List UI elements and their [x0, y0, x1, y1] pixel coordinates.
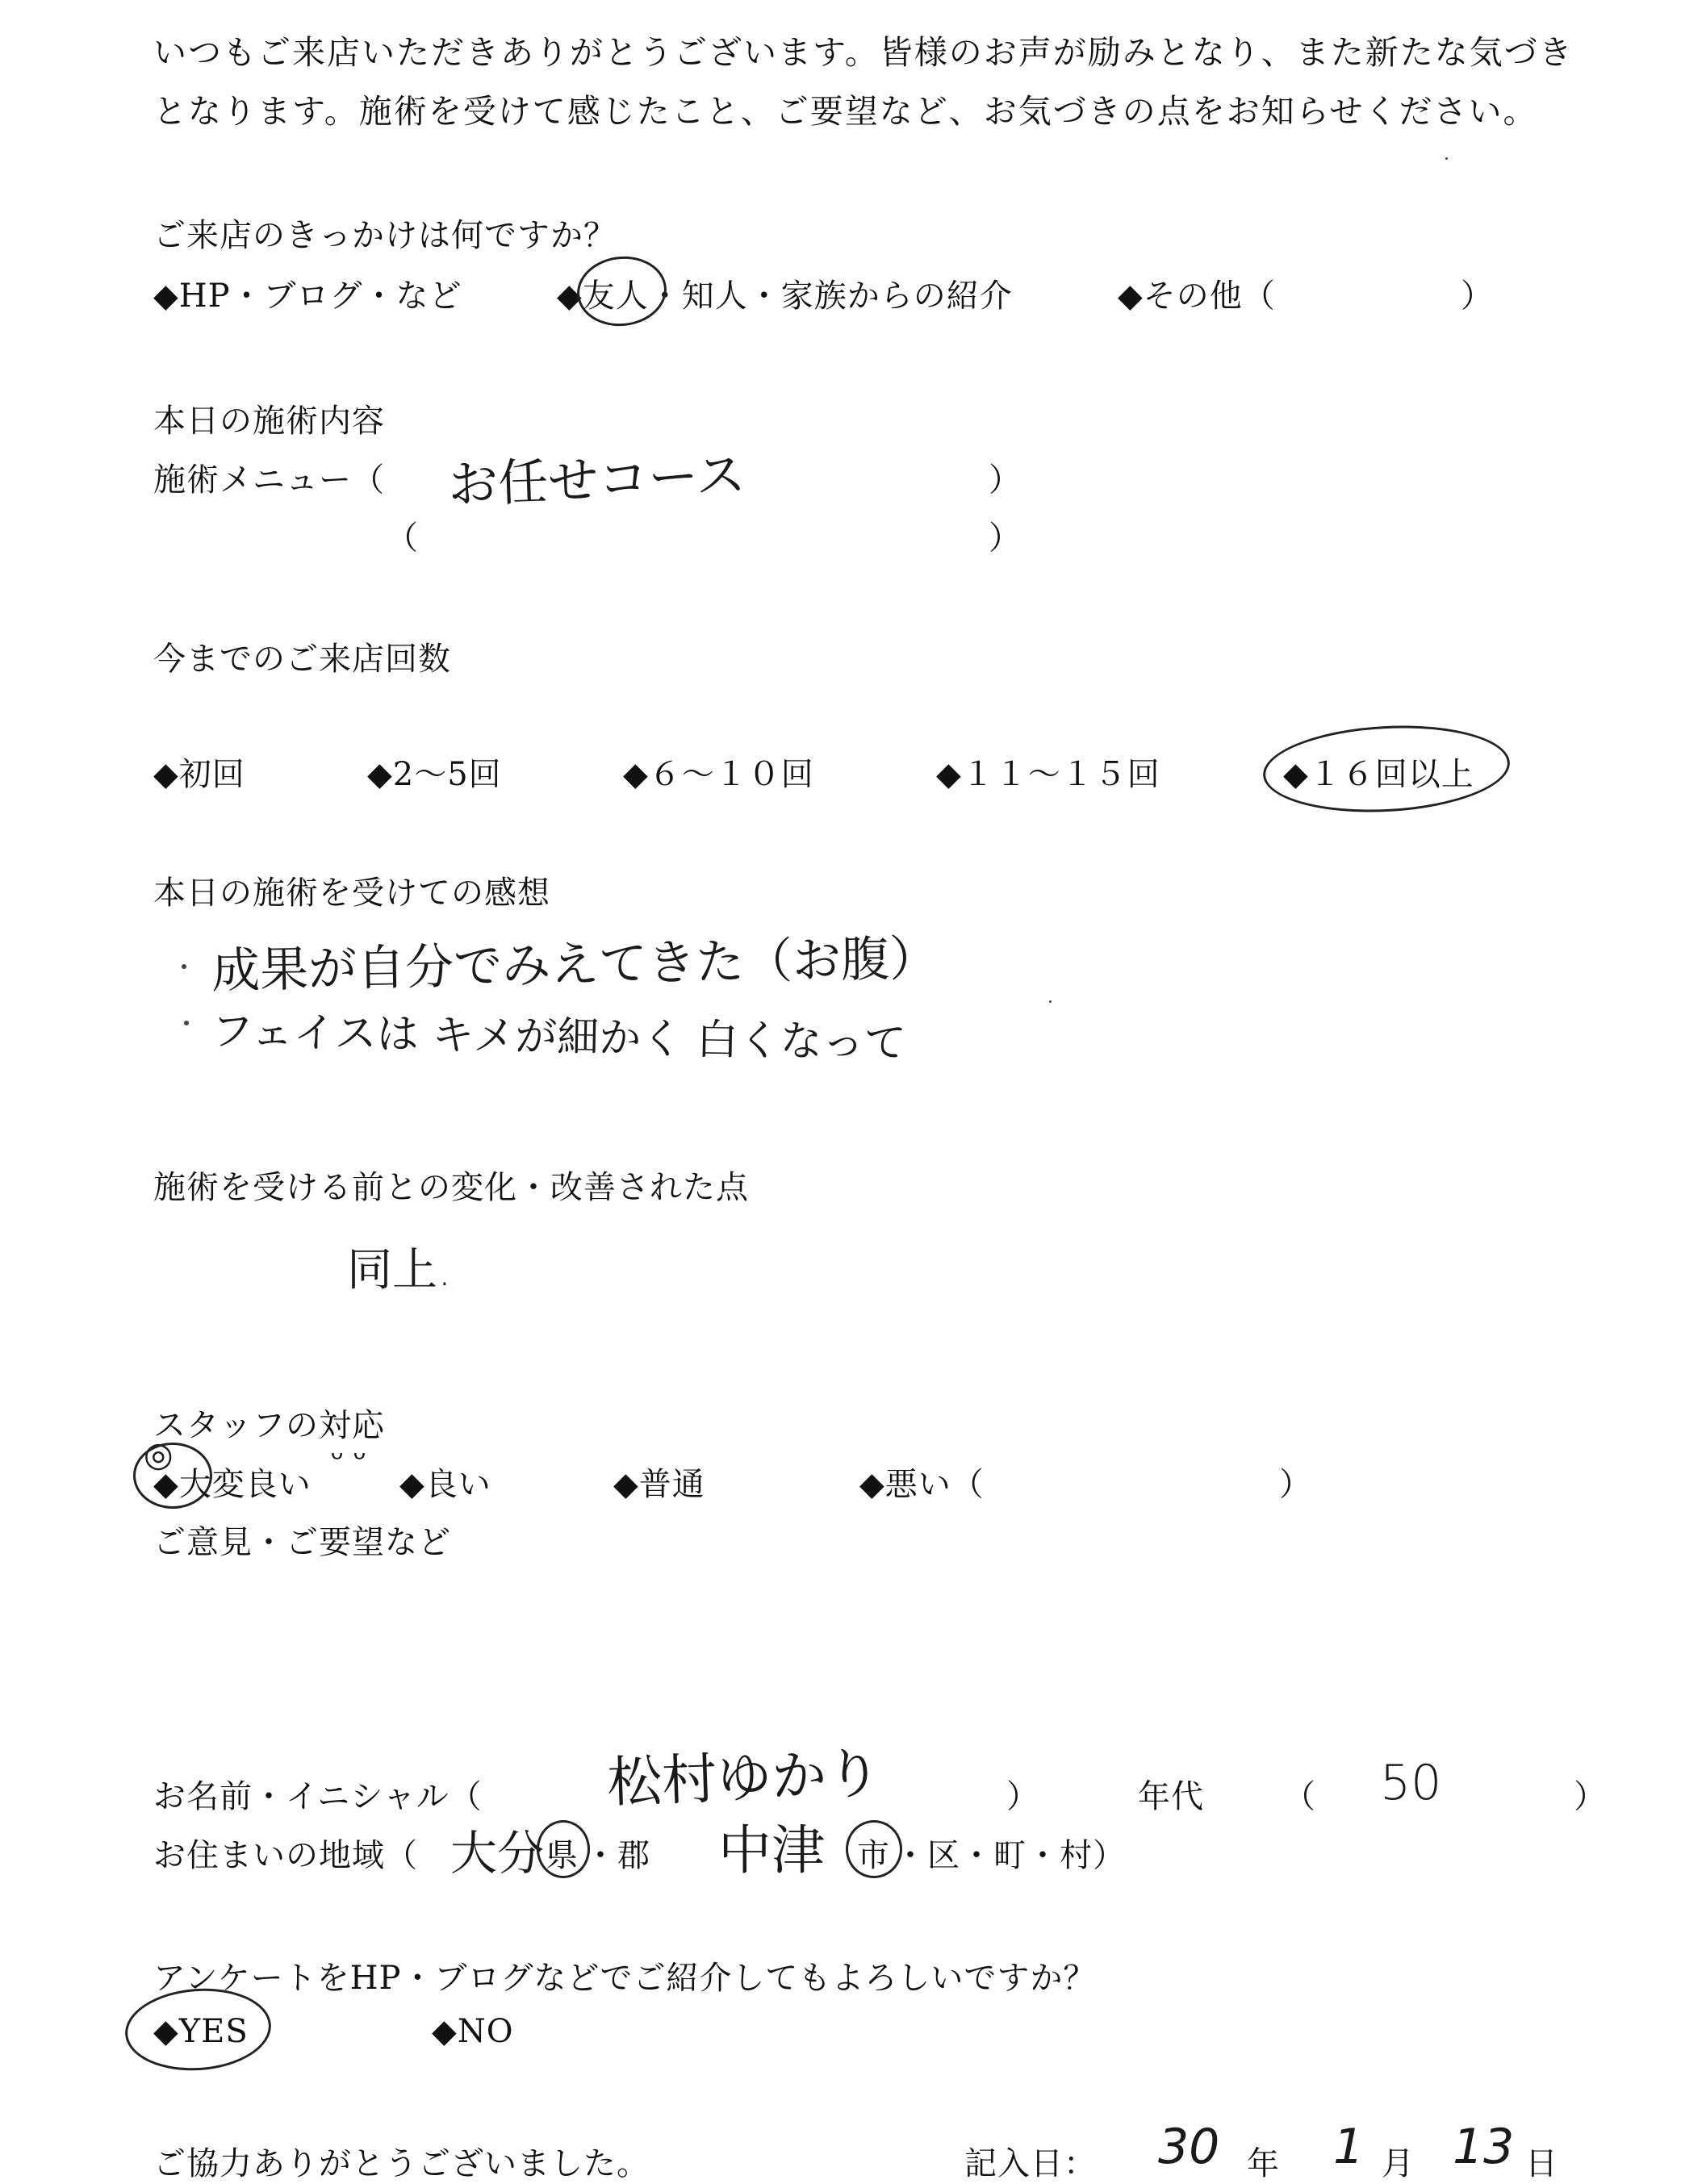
option-very-good[interactable]: ◆大変良い	[153, 1466, 312, 1503]
q-impressions-label: 本日の施術を受けての感想	[153, 875, 550, 912]
prefecture-suffix: 県	[546, 1837, 579, 1874]
age-close: ）	[1574, 1778, 1607, 1815]
option-friend-referral[interactable]: ◆友人・知人・家族からの紹介	[557, 278, 1013, 315]
name-answer[interactable]: 松村ゆかり	[605, 1742, 883, 1815]
bullet-2	[184, 1021, 189, 1025]
district-option: ・郡	[584, 1837, 650, 1874]
date-year-label: 年	[1247, 2145, 1280, 2182]
menu-close-2: ）	[989, 520, 1022, 557]
q-treatment-label: 本日の施術内容	[153, 403, 385, 440]
menu-close-1: ）	[989, 461, 1022, 499]
option-6-10[interactable]: ◆６〜１０回	[623, 756, 814, 793]
option-other[interactable]: ◆その他（	[1118, 278, 1276, 315]
prefecture-answer[interactable]: 大分	[450, 1826, 545, 1881]
option-good[interactable]: ◆良い	[399, 1466, 491, 1503]
date-day-label: 日	[1525, 2145, 1558, 2182]
intro-line-2: となります。施術を受けて感じたこと、ご要望など、お気づきの点をお知らせください。	[153, 92, 1538, 131]
age-answer[interactable]: 50	[1380, 1755, 1442, 1811]
age-open: （	[1283, 1778, 1316, 1815]
option-2-5[interactable]: ◆2〜5回	[367, 756, 502, 793]
option-other-close: ）	[1461, 278, 1494, 315]
scan-speck	[1445, 157, 1448, 160]
smile-doodle: ᵕ ᵕ	[331, 1438, 366, 1475]
option-bad-close: ）	[1279, 1466, 1312, 1503]
date-month-label: 月	[1382, 2145, 1415, 2182]
date-month-answer[interactable]: 1	[1333, 2119, 1365, 2175]
city-suffix: 市	[857, 1837, 890, 1874]
q-visit-reason-label: ご来店のきっかけは何ですか？	[153, 217, 617, 254]
intro-line-1: いつもご来店いただきありがとうございます。皆様のお声が励みとなり、また新たな気づき	[153, 33, 1574, 72]
age-label: 年代	[1138, 1778, 1204, 1815]
selection-circle-prefecture	[537, 1820, 590, 1878]
option-no[interactable]: ◆NO	[432, 2013, 514, 2050]
staff-mark: ◎	[144, 1434, 174, 1474]
menu-answer[interactable]: お任せコース	[447, 445, 747, 515]
q-opinions-label: ご意見・ご要望など	[153, 1524, 451, 1561]
date-year-answer[interactable]: 30	[1158, 2119, 1220, 2175]
option-first-visit[interactable]: ◆初回	[153, 756, 245, 793]
region-rest: ・区・町・村）	[894, 1837, 1126, 1874]
changes-answer[interactable]: 同上.	[347, 1244, 452, 1297]
region-label: お住まいの地域（	[153, 1837, 418, 1874]
menu-open-2: （	[386, 520, 419, 557]
impression-answer-1[interactable]: 成果が自分でみえてきた（お腹）	[211, 930, 939, 1000]
menu-label: 施術メニュー（	[153, 461, 385, 499]
q-staff-label: スタッフの対応	[153, 1407, 385, 1444]
scan-speck-2	[1049, 1000, 1052, 1003]
option-average[interactable]: ◆普通	[613, 1466, 705, 1503]
thanks-text: ご協力ありがとうございました。	[153, 2145, 650, 2182]
city-answer[interactable]: 中津	[718, 1819, 825, 1881]
q-changes-label: 施術を受ける前との変化・改善された点	[153, 1169, 749, 1206]
q-publish-consent-label: アンケートをHP・ブログなどでご紹介してもよろしいですか？	[153, 1960, 1097, 1997]
impression-answer-2[interactable]: フェイスは キメが細かく 白くなって	[211, 1007, 907, 1068]
option-yes[interactable]: ◆YES	[153, 2013, 249, 2050]
date-day-answer[interactable]: 13	[1453, 2119, 1515, 2175]
selection-circle-16-plus	[1261, 720, 1512, 818]
name-label: お名前・イニシャル（	[153, 1778, 483, 1815]
option-11-15[interactable]: ◆１１〜１５回	[936, 756, 1160, 793]
option-hp-blog[interactable]: ◆HP・ブログ・など	[153, 278, 462, 315]
selection-circle-friend	[574, 252, 670, 330]
q-visit-count-label: 今までのご来店回数	[153, 641, 451, 678]
option-bad[interactable]: ◆悪い（	[859, 1466, 985, 1503]
bullet-1	[182, 964, 186, 969]
date-label: 記入日：	[964, 2145, 1097, 2182]
option-16-plus[interactable]: ◆１６回以上	[1283, 756, 1474, 793]
name-close: ）	[1006, 1778, 1039, 1815]
